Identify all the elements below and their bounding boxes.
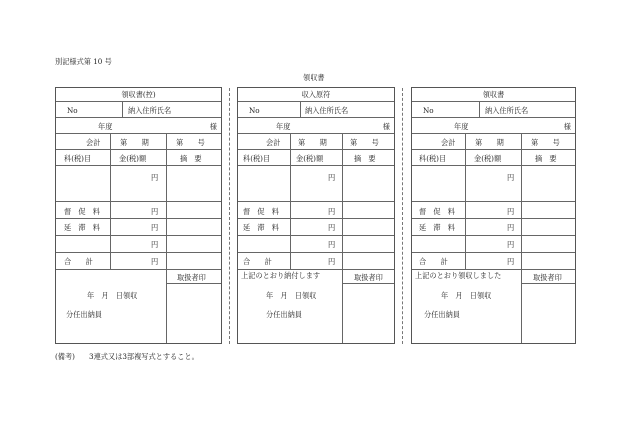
yen-unit: 円	[507, 223, 515, 232]
fiscal-year-label: 年度	[276, 122, 291, 131]
amount-column-header: 金(税)額	[296, 154, 324, 163]
total-label: 合 計	[243, 257, 272, 266]
payment-note: 上記のとおり領収しました	[415, 271, 502, 280]
payer-name-label: 納入住所氏名	[305, 106, 349, 115]
item-column-header: 科(税)目	[419, 154, 447, 163]
panel-title: 領収書	[482, 90, 505, 99]
document-title: 領収書	[303, 73, 325, 82]
late-fee-label: 延 滞 料	[419, 223, 455, 232]
dunning-fee-label: 督 促 料	[419, 207, 455, 216]
yen-unit: 円	[507, 240, 515, 249]
amount-column-header: 金(税)額	[119, 154, 147, 163]
late-fee-label: 延 滞 料	[243, 223, 279, 232]
total-label: 合 計	[64, 257, 93, 266]
treasury-officer-label: 分任出納員	[66, 310, 102, 319]
panel-receipt-copy	[55, 87, 222, 344]
perforation-line	[229, 88, 230, 344]
number-label: 第 号	[350, 138, 379, 147]
remarks-column-header: 摘 要	[535, 154, 557, 163]
section-label: 第 期	[120, 138, 149, 147]
late-fee-label: 延 滞 料	[64, 223, 100, 232]
handler-seal-label: 取扱者印	[354, 273, 383, 282]
fiscal-year-label: 年度	[98, 122, 113, 131]
number-label: 第 号	[531, 138, 560, 147]
remarks-text: 3連式又は3部複写式とすること。	[89, 352, 199, 361]
handler-seal-label: 取扱者印	[533, 273, 562, 282]
yen-unit: 円	[507, 173, 515, 182]
remarks-column-header: 摘 要	[354, 154, 376, 163]
accounting-label: 会計	[266, 138, 281, 147]
receipt-date-label: 年 月 日領収	[441, 291, 492, 300]
accounting-label: 会計	[441, 138, 456, 147]
accounting-label: 会計	[86, 138, 101, 147]
honorific: 様	[563, 122, 571, 131]
yen-unit: 円	[151, 173, 159, 182]
perforation-line	[402, 88, 403, 344]
number-label: 第 号	[176, 138, 205, 147]
panel-title: 領収書(控)	[121, 90, 156, 99]
yen-unit: 円	[328, 223, 336, 232]
yen-unit: 円	[328, 240, 336, 249]
payer-name-label: 納入住所氏名	[128, 106, 172, 115]
yen-unit: 円	[151, 223, 159, 232]
yen-unit: 円	[507, 257, 515, 266]
total-label: 合 計	[419, 257, 448, 266]
section-label: 第 期	[475, 138, 504, 147]
no-label: No	[423, 106, 434, 115]
remarks-label: (備考)	[55, 352, 75, 361]
yen-unit: 円	[328, 173, 336, 182]
dunning-fee-label: 督 促 料	[64, 207, 100, 216]
honorific: 様	[209, 122, 217, 131]
panel-receipt	[411, 87, 576, 344]
panel-title: 収入原符	[301, 90, 331, 99]
yen-unit: 円	[151, 207, 159, 216]
yen-unit: 円	[151, 257, 159, 266]
yen-unit: 円	[328, 207, 336, 216]
receipt-date-label: 年 月 日領収	[266, 291, 317, 300]
yen-unit: 円	[328, 257, 336, 266]
fiscal-year-label: 年度	[454, 122, 469, 131]
item-column-header: 科(税)目	[64, 154, 92, 163]
honorific: 様	[382, 122, 390, 131]
receipt-date-label: 年 月 日領収	[87, 291, 138, 300]
panel-revenue-stub	[237, 87, 395, 344]
dunning-fee-label: 督 促 料	[243, 207, 279, 216]
payer-name-label: 納入住所氏名	[485, 106, 529, 115]
treasury-officer-label: 分任出納員	[266, 310, 302, 319]
form-id: 別記様式第 10 号	[55, 57, 112, 66]
item-column-header: 科(税)目	[243, 154, 271, 163]
payment-note: 上記のとおり納付します	[241, 271, 321, 280]
handler-seal-label: 取扱者印	[177, 273, 206, 282]
remarks-column-header: 摘 要	[180, 154, 202, 163]
yen-unit: 円	[507, 207, 515, 216]
yen-unit: 円	[151, 240, 159, 249]
section-label: 第 期	[298, 138, 327, 147]
amount-column-header: 金(税)額	[474, 154, 502, 163]
no-label: No	[67, 106, 78, 115]
no-label: No	[249, 106, 260, 115]
treasury-officer-label: 分任出納員	[424, 310, 460, 319]
